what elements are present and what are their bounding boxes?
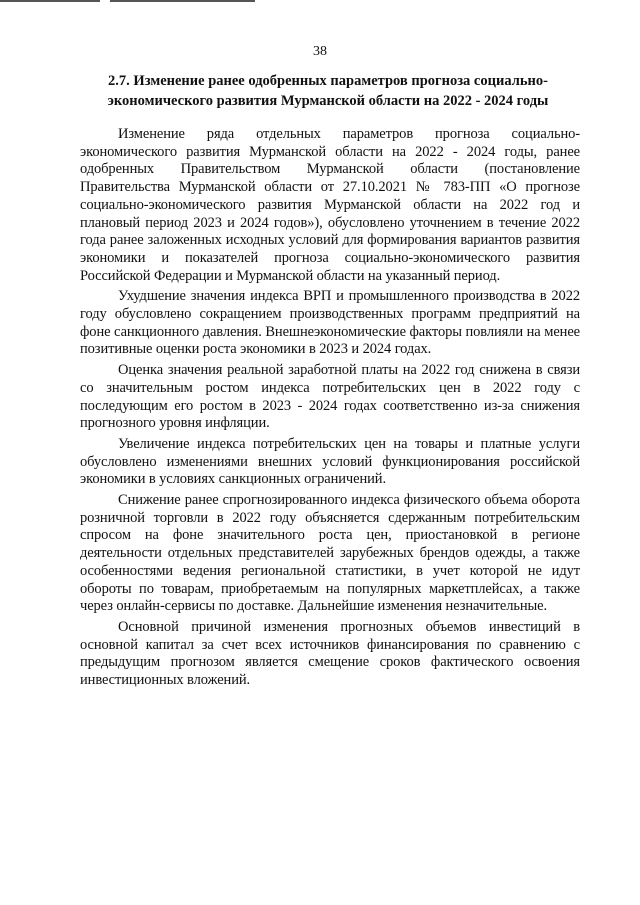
paragraph: Основной причиной изменения прогнозных объемов инвестиций в основной капитал за счет всех источников финансирования по сравнению с предыдущим прогнозом является смещение сроков фактического освоения инвестиционных вложений. bbox=[80, 618, 580, 689]
page-number: 38 bbox=[313, 44, 327, 59]
section-title: 2.7. Изменение ранее одобренных параметров прогноза социально-экономического развития Мурманской области на 2022 - 2024 годы bbox=[107, 73, 549, 109]
paragraph: Оценка значения реальной заработной платы на 2022 год снижена в связи со значительным ростом индекса потребительских цен в 2022 году с последующим его ростом в 2023 - 2024 годах соответственно из-за снижения прогнозного уровня инфляции. bbox=[80, 362, 580, 432]
paragraph: Ухудшение значения индекса ВРП и промышленного производства в 2022 году обусловлено сокращением производственных программ предприятий на фоне санкционного давления. Внешнеэкономические факторы повлияли на менее позитивные оценки роста экономики в 2023 и 2024 годах. bbox=[80, 288, 580, 358]
scan-edge-line bbox=[110, 0, 255, 2]
paragraph: Снижение ранее спрогнозированного индекса физического объема оборота розничной торговли в 2022 году объясняется сдержанным потребительским спросом на фоне значительного роста цен, приостановкой в регионе деятельности отдельных представителей зарубежных брендов одежды, а также особенностями ведения региональной статистики, в учет которой не идут обороты по товарам, приобретаемым на популярных маркетплейсах, а также через онлайн-сервисы по доставке. Дальнейшие изменения незначительные. bbox=[80, 492, 580, 615]
paragraph: Увеличение индекса потребительских цен на товары и платные услуги обусловлено изменениями внешних условий функционирования российской экономики в условиях санкционных ограничений. bbox=[80, 435, 580, 488]
scan-edge-line bbox=[0, 0, 100, 2]
body-text bbox=[80, 126, 580, 693]
paragraph: Изменение ряда отдельных параметров прогноза социально-экономического развития Мурманской области на 2022 - 2024 годы, ранее одобренных Правительством Мурманской области (постановление Правительства Мурманской области от 27.10.2021 № 783-ПП «О прогнозе социально-экономического развития Мурманской области на 2022 год и плановый период 2023 и 2024 годов»), обусловлено уточнением в течение 2022 года ранее заложенных исходных условий для формирования вариантов развития экономики и показателей прогноза социально-экономического развития Российской Федерации и Мурманской области на указанный период. bbox=[80, 126, 580, 284]
